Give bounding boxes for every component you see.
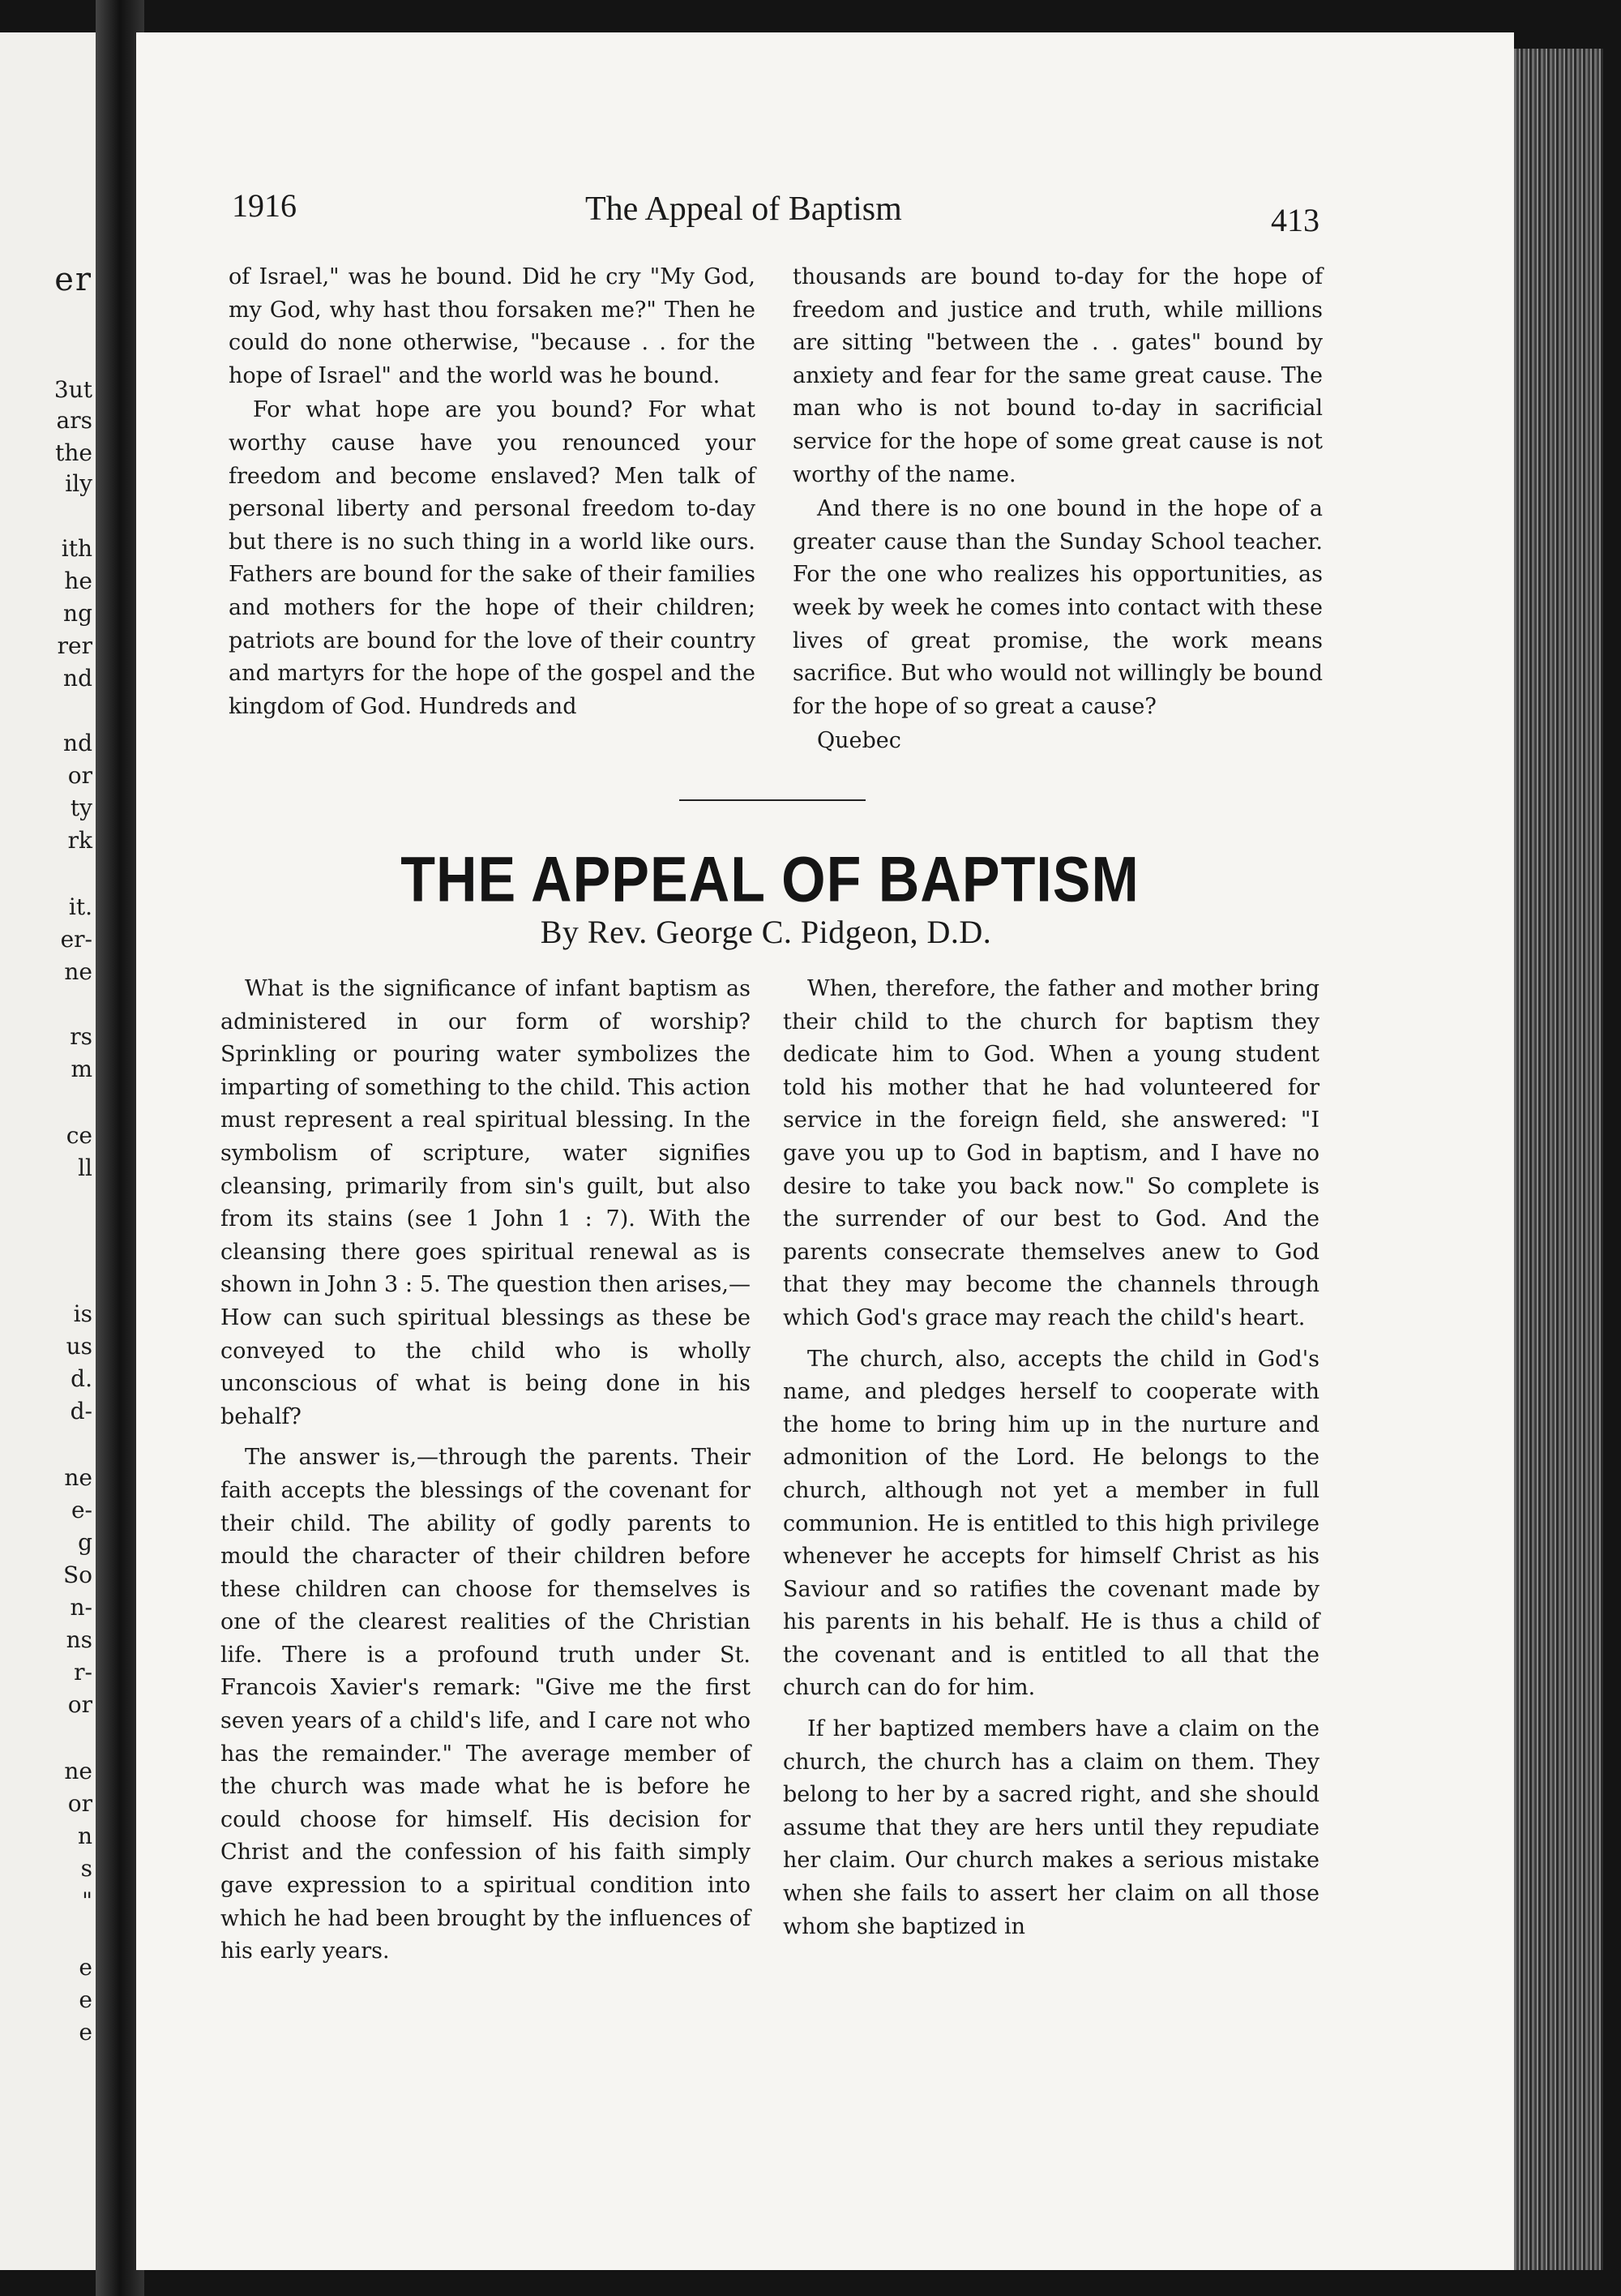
previous-page-fragment: ne — [64, 1464, 92, 1491]
running-head-title: The Appeal of Baptism — [585, 191, 902, 228]
article-left-column — [220, 973, 751, 1968]
previous-page-fragment: it. — [68, 893, 92, 920]
paragraph: For what hope are you bound? For what worthy cause have you renounced your freedom and become enslaved? Men talk of personal liberty and personal freedom to-day but there is no such thing in a world like ours. Fathers are bound for the sake of their families and mothers for the hope of their children; patriots are bound for the love of their country and martyrs for the hope of the gospel and the kingdom of God. Hundreds and — [229, 397, 755, 719]
previous-page-fragment: er- — [60, 926, 92, 953]
previous-page-fragment: er — [54, 261, 92, 298]
previous-page-fragment: the — [55, 439, 92, 466]
previous-page-fragment: ily — [65, 470, 92, 497]
paragraph: The church, also, accepts the child in God's name, and pledges herself to cooperate with the home to bring him up in the nurture and admonition of the Lord. He belongs to the church, although not yet a member in full communion. He is entitled to this high privilege whenever he accepts for himself Christ as his Saviour and so ratifies the covenant made by his parents in his behalf. He is thus a child of the covenant and is entitled to all that the church can do for him. — [783, 1346, 1319, 1701]
previous-page-fragment: e — [79, 1986, 92, 2013]
previous-page-fragment: 3ut — [53, 376, 92, 403]
previous-page-edge — [0, 32, 96, 2270]
previous-page-fragment: e- — [71, 1497, 92, 1523]
paragraph: And there is no one bound in the hope of a greater cause than the Sunday School teacher. For the one who realizes his opportunities, as week by week he comes into contact with these lives of great promise, the work means sacrifice. But who would not willingly be bound for the hope of so great a cause? — [793, 496, 1323, 719]
previous-page-fragment: ng — [63, 600, 92, 627]
previous-page-fragment: ars — [56, 407, 92, 434]
page-number: 413 — [1271, 202, 1319, 238]
article-title: THE APPEAL OF BAPTISM — [400, 844, 1140, 915]
paragraph: If her baptized members have a claim on the church, the church has a claim on them. They belong to her by a sacred right, and she should assume that they are hers until they repudiate her claim. Our church makes a serious mistake when she fails to assert her claim on all those whom she baptized in — [783, 1716, 1319, 1939]
previous-page-fragment: e — [79, 2019, 92, 2045]
previous-page-fragment: d. — [71, 1365, 92, 1392]
page-stack-edge — [1514, 49, 1603, 2270]
previous-page-fragment: g — [78, 1529, 92, 1556]
previous-page-fragment: is — [73, 1300, 92, 1327]
previous-page-fragment: ith — [61, 535, 92, 562]
previous-article-right-column — [793, 261, 1323, 758]
previous-page-fragment: So — [62, 1561, 92, 1588]
previous-page-fragment: " — [82, 1887, 92, 1914]
previous-page-fragment: s — [80, 1855, 92, 1882]
paragraph: thousands are bound to-day for the hope of freedom and justice and truth, while millions are sitting "between the . . gates" bound by anxiety and fear for the same great cause. The man who is not bound to-day in sacrificial service for the hope of some great cause is not worthy of the name. — [793, 264, 1323, 487]
previous-page-fragment: ty — [70, 795, 92, 821]
previous-page-fragment: or — [67, 1691, 92, 1718]
paragraph: of Israel," was he bound. Did he cry "My God, my God, why hast thou forsaken me?" Then he could do none otherwise, "because . . for the hope of Israel" and the world was he bound. — [229, 264, 755, 388]
previous-page-fragment: ce — [66, 1122, 92, 1149]
previous-page-fragment: rk — [67, 827, 92, 854]
running-head-year: 1916 — [232, 187, 297, 224]
previous-article-left-column — [229, 261, 755, 723]
previous-page-fragment: rer — [57, 632, 92, 659]
previous-page-fragment: ns — [66, 1626, 92, 1653]
previous-page-fragment: ne — [64, 958, 92, 985]
previous-page-fragment: nd — [63, 730, 92, 756]
previous-page-fragment: rs — [70, 1023, 92, 1050]
paragraph: What is the significance of infant baptism as administered in our form of worship? Sprinkling or pouring water symbolizes the imparting of something to the child. This action must represent a real spiritual blessing. In the symbolism of scripture, water signifies cleansing, primarily from sin's guilt, but also from its stains (see 1 John 1 : 7). With the cleansing there goes spiritual renewal as is shown in John 3 : 5. The question then arises,—How can such spiritual blessings as these be conveyed to the child who is wholly unconscious of what is being done in his behalf? — [220, 976, 751, 1429]
previous-page-fragment: d- — [70, 1398, 92, 1424]
article-byline: By Rev. George C. Pidgeon, D.D. — [540, 914, 992, 950]
previous-page-fragment: nd — [63, 665, 92, 692]
previous-page-fragment: m — [71, 1056, 92, 1082]
article-right-column — [783, 973, 1319, 1943]
signature-place: Quebec — [817, 728, 901, 754]
previous-page-fragment: e — [79, 1954, 92, 1981]
previous-page-fragment: us — [66, 1333, 92, 1360]
previous-page-fragment: or — [67, 1790, 92, 1817]
previous-page-fragment: or — [67, 762, 92, 789]
previous-page-fragment: n — [77, 1823, 92, 1849]
previous-page-fragment: ne — [64, 1758, 92, 1784]
previous-page-fragment: r- — [74, 1659, 92, 1686]
previous-page-fragment: n- — [70, 1594, 92, 1621]
paragraph: The answer is,—through the parents. Their faith accepts the blessings of the covenant for their child. The ability of godly parents to mould the character of their children before these children can choose for themselves is one of the clearest realities of the Christian life. There is a profound truth under St. Francois Xavier's remark: "Give me the first seven years of a child's life, and I care not who has the remainder." The average member of the church was made what he is before he could choose for himself. His decision for Christ and the confession of his faith simply gave expression to a spiritual condition into which he had been brought by the influences of his early years. — [220, 1445, 751, 1964]
previous-page-fragment: ll — [78, 1154, 92, 1181]
previous-page-fragment: he — [64, 568, 92, 594]
section-divider — [679, 799, 866, 801]
paragraph: When, therefore, the father and mother bring their child to the church for baptism they dedicate him to God. When a young student told his mother that he had volunteered for service in the foreign field, she answered: "I gave you up to God in baptism, and I have no desire to take you back now." So complete is the surrender of our best to God. And the parents consecrate themselves anew to God that they may become the channels through which God's grace may reach the child's heart. — [783, 976, 1319, 1330]
